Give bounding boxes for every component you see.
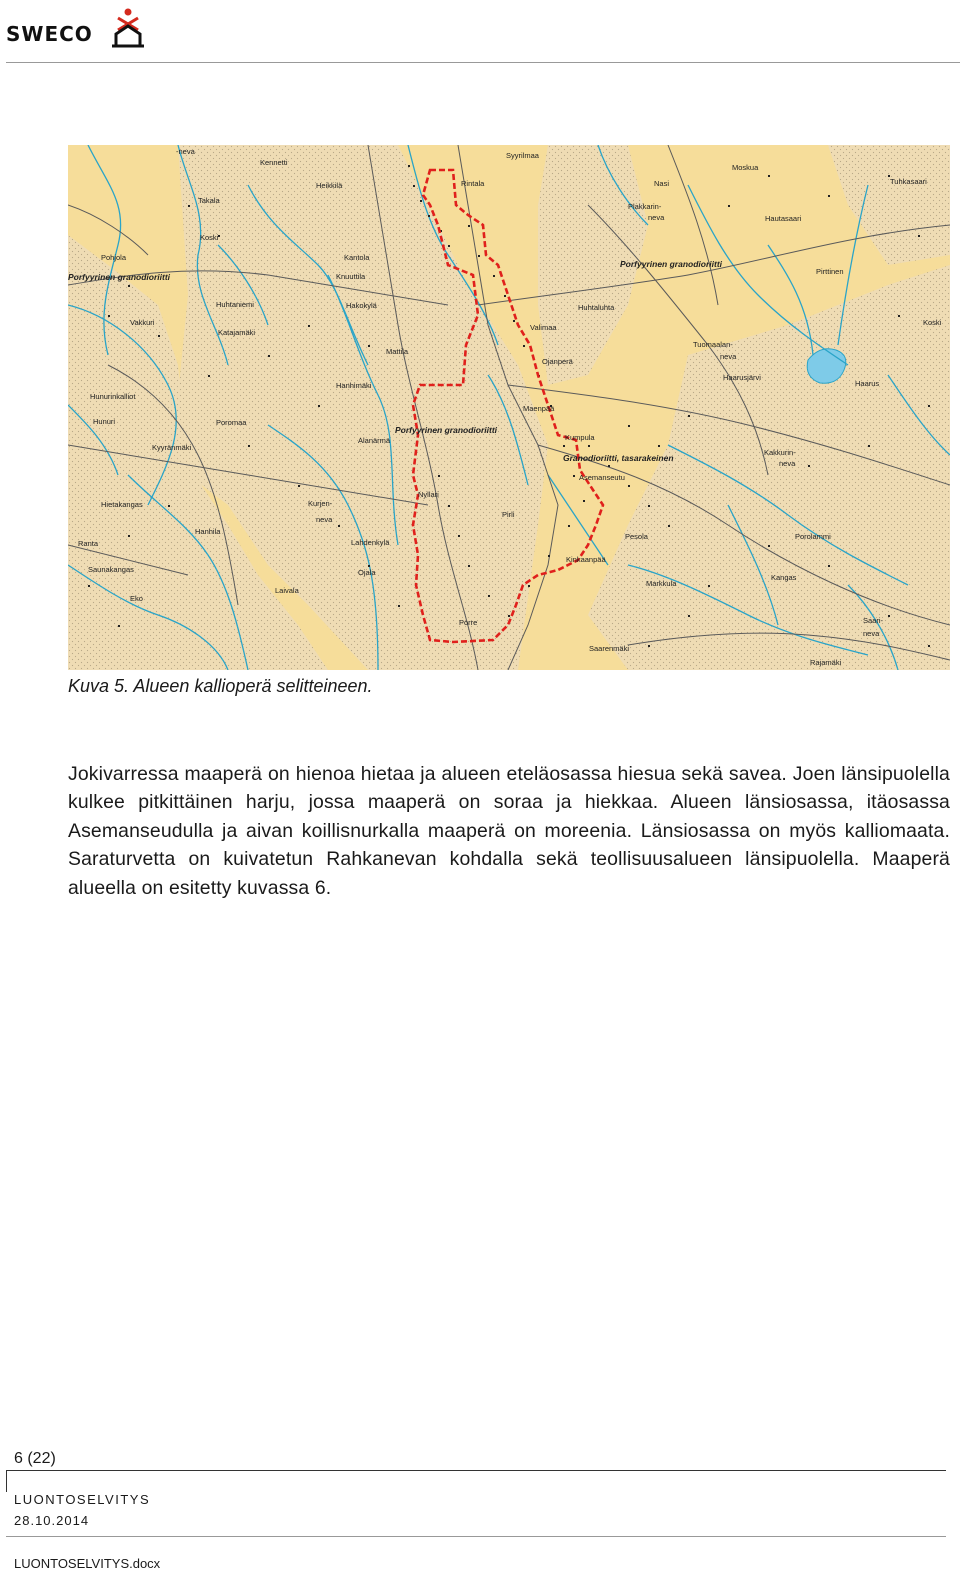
map-label: Granodioriitti, tasarakeinen: [563, 453, 674, 463]
page-number: 6 (22): [14, 1450, 56, 1467]
map-label: Alanärmä: [358, 436, 391, 445]
figure-caption: Kuva 5. Alueen kallioperä selitteineen.: [68, 676, 373, 696]
map-label: Kinkaanpää: [566, 555, 606, 564]
map-label: Vakkuri: [130, 318, 155, 327]
map-label: Tuomaalan-: [693, 340, 733, 349]
map-label: Kennetti: [260, 158, 288, 167]
map-label: Porolammi: [795, 532, 831, 541]
footer-doc-title: LUONTOSELVITYS: [14, 1492, 151, 1507]
map-label: neva: [316, 515, 333, 524]
map-label: Syyrilmaa: [506, 151, 539, 160]
map-label: Katajamäki: [218, 328, 256, 337]
footer-vertical-rule: [6, 1470, 7, 1492]
map-svg: [68, 145, 950, 670]
sweco-logo: [6, 8, 146, 48]
map-label: Ojala: [358, 568, 376, 577]
map-label: Tuhkasaari: [890, 177, 927, 186]
map-label: Kurjen-: [308, 499, 333, 508]
map-label: Hakokylä: [346, 301, 377, 310]
map-label: Hunurinkalliot: [90, 392, 136, 401]
map-label: Porfyyrinen granodioriitti: [68, 272, 171, 282]
map-label: Koski: [923, 318, 942, 327]
map-label: Eko: [130, 594, 143, 603]
map-label: Huhtaniemi: [216, 300, 254, 309]
body-paragraph: Jokivarressa maaperä on hienoa hietaa ja alueen eteläosassa hiesua sekä savea. Joen länsipuolella kulkee pitkittäinen harju, jossa maaperä on soraa ja hiekkaa. Alueen länsiosassa, itäosassa Asemanseudulla ja aivan koillisnurkalla maaperä on moreenia. Länsiosassa on myös kalliomaata. Saraturvetta on kuivatetun Rahkanevan kohdalla sekä teollisuusalueen länsipuolella. Maaperä alueella on esitetty kuvassa 6.: [68, 763, 950, 899]
header-rule: [6, 62, 960, 63]
map-label: neva: [720, 352, 737, 361]
map-label: Mattila: [386, 347, 409, 356]
map-label: Plakkarin-: [628, 202, 662, 211]
map-label: Asemanseutu: [579, 473, 625, 482]
map-label: Kangas: [771, 573, 797, 582]
map-label: Porre: [459, 618, 478, 627]
map-label: Ranta: [78, 539, 99, 548]
map-label: neva: [779, 459, 796, 468]
map-label: Maenpää: [523, 404, 555, 413]
map-label: Moskua: [732, 163, 759, 172]
map-label: Ojanperä: [542, 357, 573, 366]
map-label: Haarusjärvi: [723, 373, 761, 382]
map-label: Hanhimäki: [336, 381, 372, 390]
map-label: Hanhila: [195, 527, 221, 536]
map-label: Pesola: [625, 532, 648, 541]
map-label: Porfyyrinen granodioriitti: [620, 259, 723, 269]
map-label: Saunakangas: [88, 565, 134, 574]
map-label: Poromaa: [216, 418, 247, 427]
bedrock-map: [68, 145, 950, 670]
map-label: Kantola: [344, 253, 370, 262]
sweco-mark-icon: [110, 8, 146, 48]
map-label: Hunuri: [93, 417, 116, 426]
map-label: neva: [863, 629, 880, 638]
map-label: Takala: [198, 196, 220, 205]
map-label: Huhtaluhta: [578, 303, 615, 312]
footer-top-rule: [6, 1470, 946, 1471]
map-label: Lahdenkylä: [351, 538, 390, 547]
map-label: Saari-: [863, 616, 884, 625]
map-label: Nasi: [654, 179, 670, 188]
map-label: Hietakangas: [101, 500, 143, 509]
map-label: Kumpula: [565, 433, 595, 442]
map-label: Pirli: [502, 510, 515, 519]
map-label: Porfyyrinen granodioriitti: [395, 425, 498, 435]
footer-filename: LUONTOSELVITYS.docx: [14, 1556, 161, 1571]
map-label: Valimaa: [530, 323, 557, 332]
map-label: Hautasaari: [765, 214, 802, 223]
map-label: Laivala: [275, 586, 299, 595]
map-label: neva: [648, 213, 665, 222]
map-label: Kakkurin-: [764, 448, 796, 457]
map-label: Haarus: [855, 379, 880, 388]
map-label: Saarenmäki: [589, 644, 630, 653]
map-label: Knuuttila: [336, 272, 366, 281]
footer-bottom-rule: [6, 1536, 946, 1537]
map-label: Nyllari: [418, 490, 439, 499]
map-label: Rintala: [461, 179, 485, 188]
map-label: Koski: [200, 233, 219, 242]
map-label: -neva: [176, 147, 195, 156]
logo-wordmark: SWECO: [6, 22, 93, 46]
map-label: Kyyränmäki: [152, 443, 192, 452]
map-label: Pohjola: [101, 253, 127, 262]
map-label: Markkula: [646, 579, 677, 588]
map-label: Rajamäki: [810, 658, 842, 667]
map-label: Heikkilä: [316, 181, 343, 190]
footer-date: 28.10.2014: [14, 1513, 90, 1528]
map-label: Pirttinen: [816, 267, 844, 276]
